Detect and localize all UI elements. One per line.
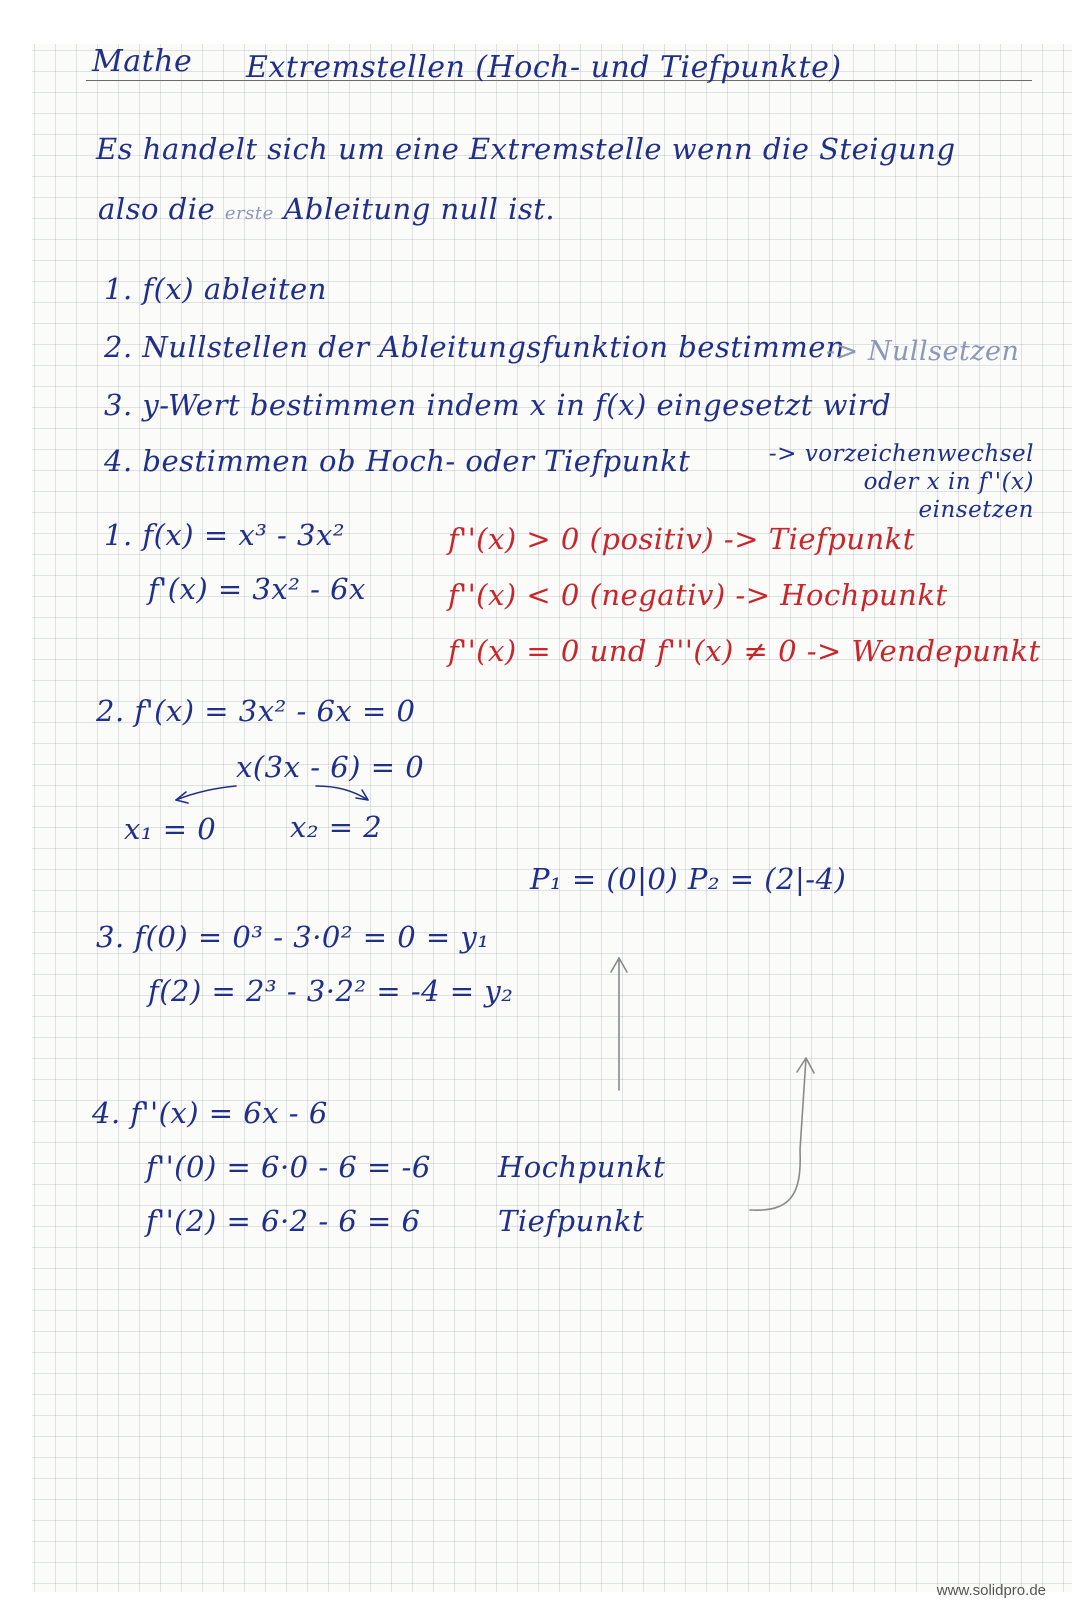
example-step-4-hochpunkt: Hochpunkt — [498, 1150, 666, 1184]
step-1: 1. f(x) ableiten — [104, 272, 327, 306]
watermark: www.solidpro.de — [936, 1582, 1046, 1599]
intro-line-2-start: also die — [98, 192, 216, 226]
step-3: 3. y-Wert bestimmen indem x in f(x) eingesetzt wird — [104, 388, 892, 422]
subject-title: Mathe — [92, 44, 193, 79]
example-step-1-function: 1. f(x) = x³ - 3x² — [104, 518, 345, 552]
example-root-x2: x₂ = 2 — [290, 810, 383, 844]
example-step-4-tiefpunkt: Tiefpunkt — [498, 1204, 645, 1238]
rule-wendepunkt: f''(x) = 0 und f'''(x) ≠ 0 -> Wendepunkt — [448, 634, 1041, 668]
example-step-4-second-derivative: 4. f''(x) = 6x - 6 — [92, 1096, 328, 1130]
example-step-3-y1: 3. f(0) = 0³ - 3·0² = 0 = y₁ — [96, 920, 490, 954]
step-4: 4. bestimmen ob Hoch- oder Tiefpunkt — [104, 444, 691, 478]
example-root-x1: x₁ = 0 — [124, 812, 217, 846]
topic-title: Extremstellen (Hoch- und Tiefpunkte) — [246, 50, 842, 85]
arrow-p2-curved — [750, 1058, 806, 1210]
intro-line-2-end: Ableitung null ist. — [283, 192, 556, 226]
rule-hochpunkt: f''(x) < 0 (negativ) -> Hochpunkt — [448, 578, 948, 612]
rule-tiefpunkt: f''(x) > 0 (positiv) -> Tiefpunkt — [448, 522, 915, 556]
example-step-2-factored: x(3x - 6) = 0 — [236, 750, 425, 784]
intro-line-2-faint: erste — [224, 203, 274, 224]
example-step-1-derivative: f'(x) = 3x² - 6x — [148, 572, 366, 606]
example-step-4-at-2: f''(2) = 6·2 - 6 = 6 — [146, 1204, 421, 1238]
example-step-3-y2: f(2) = 2³ - 3·2² = -4 = y₂ — [148, 974, 514, 1008]
example-step-4-at-0: f''(0) = 6·0 - 6 = -6 — [146, 1150, 431, 1184]
intro-line-1: Es handelt sich um eine Extremstelle wenn die Steigung — [96, 132, 956, 166]
example-points: P₁ = (0|0) P₂ = (2|-4) — [530, 862, 847, 896]
step-4-note: -> vorzeichenwechsel oder x in f''(x) einsetzen — [768, 441, 1034, 523]
step-2-note: -> Nullsetzen — [826, 336, 1020, 367]
step-2: 2. Nullstellen der Ableitungsfunktion bestimmen — [104, 330, 846, 364]
example-step-2-equation: 2. f'(x) = 3x² - 6x = 0 — [96, 694, 416, 728]
